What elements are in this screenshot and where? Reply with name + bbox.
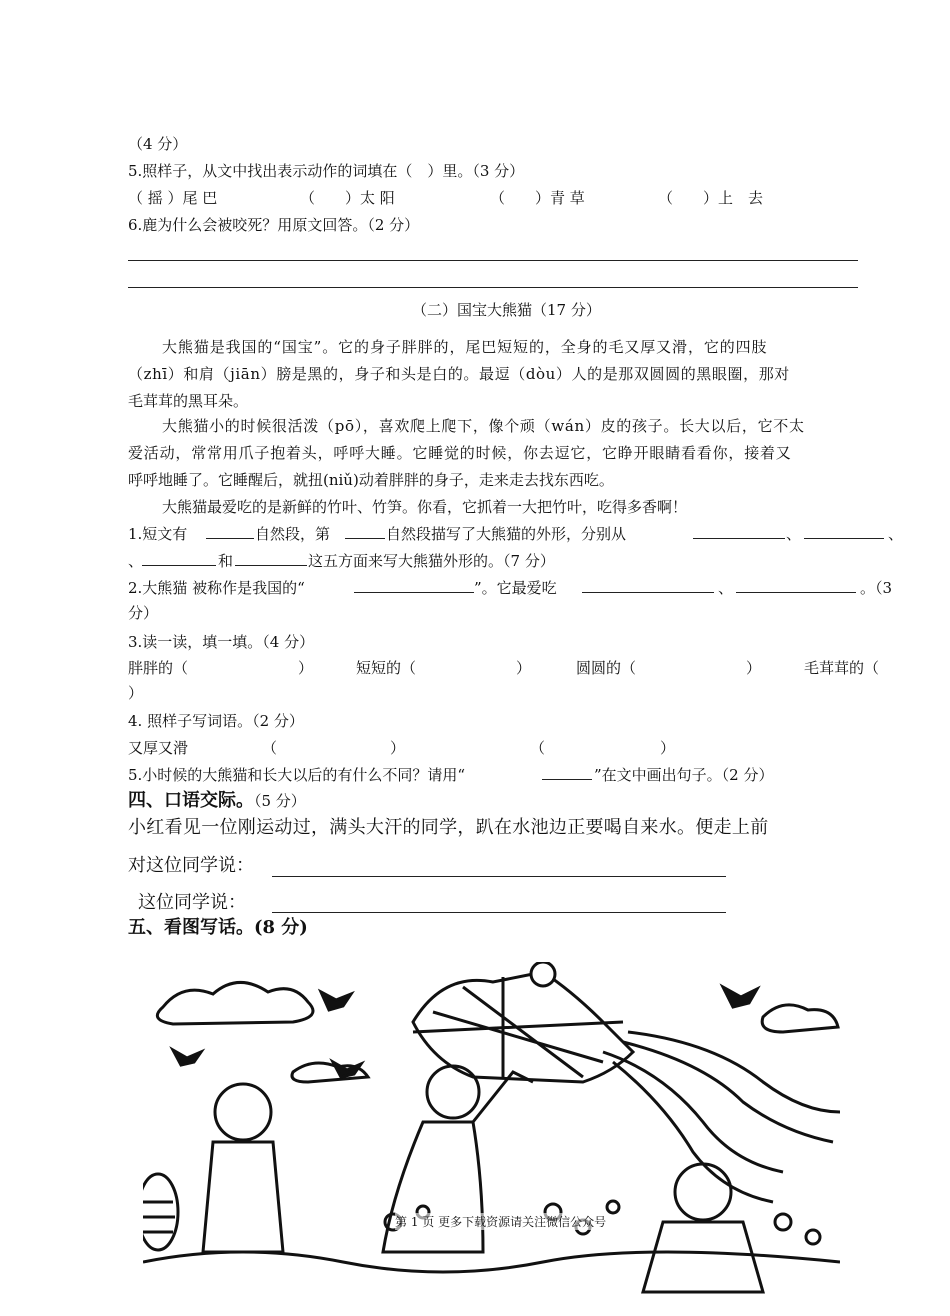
say-line-1 — [128, 856, 254, 876]
passage-line: （zhī）和肩（jiān）膀是黑的，身子和头是白的。最逗（dòu）人的是那双圆圆的黑眼圈，那对 — [128, 365, 790, 383]
text: 圆圆的（ — [576, 659, 637, 677]
passage-line: 呼呼地睡了。它睡醒后，就扭(niǔ)动着胖胖的身子，走来走去找东西吃。 — [128, 471, 614, 489]
blank[interactable] — [582, 578, 714, 593]
text: 。（3 — [860, 579, 893, 597]
text: 这五方面来写大熊猫外形的。（7 分） — [308, 552, 555, 570]
child-head — [427, 1066, 479, 1118]
child — [383, 1122, 483, 1252]
section-4-score: （5 分） — [254, 792, 306, 810]
blank[interactable] — [235, 551, 307, 566]
text: 、 — [718, 579, 734, 597]
bird — [173, 1050, 201, 1065]
blank[interactable] — [345, 524, 385, 539]
cloud — [157, 982, 313, 1024]
text: （ — [262, 739, 278, 757]
blank[interactable] — [693, 524, 785, 539]
text: 1.短文有 — [128, 525, 188, 543]
text: 短短的（ — [356, 659, 417, 677]
say-label: 这位同学说： — [138, 892, 246, 913]
blank[interactable] — [804, 524, 884, 539]
p2-question-3-items — [128, 658, 903, 702]
blank[interactable] — [354, 578, 474, 593]
text: ） — [128, 684, 144, 702]
p2-question-3-prompt: 3.读一读，填一填。（4 分） — [128, 633, 315, 651]
text: ） — [516, 659, 532, 677]
p2-question-1 — [128, 524, 903, 568]
child — [203, 1142, 283, 1252]
p2-question-4-prompt: 4. 照样子写词语。（2 分） — [128, 712, 304, 730]
text: ） — [390, 739, 406, 757]
p2-question-2 — [128, 578, 903, 622]
section-4-heading — [128, 791, 306, 811]
example-word: 又厚又滑 — [128, 739, 189, 757]
bird — [321, 992, 351, 1010]
say-label: 对这位同学说： — [128, 855, 254, 876]
text: ”在文中画出句子。（2 分） — [594, 766, 774, 784]
section-5-title: 五、看图写话。(8 分) — [128, 917, 308, 938]
answer-line[interactable] — [272, 876, 726, 877]
q5-prompt: 5.照样子，从文中找出表示动作的词填在（ ）里。（3 分） — [128, 162, 525, 180]
blank[interactable] — [142, 551, 216, 566]
text: 分） — [128, 604, 159, 622]
blank[interactable] — [542, 765, 592, 780]
text: 和 — [218, 552, 234, 570]
blank[interactable] — [736, 578, 856, 593]
page-footer: 第 1 页 更多下载资源请关注微信公众号 — [395, 1215, 607, 1229]
passage-line: 毛茸茸的黑耳朵。 — [128, 392, 249, 410]
section-4-text: 小红看见一位刚运动过，满头大汗的同学，趴在水池边正要喝自来水。便走上前 — [128, 817, 769, 838]
passage-line: 大熊猫是我国的“国宝”。它的身子胖胖的，尾巴短短的，全身的毛又厚又滑，它的四肢 — [162, 338, 768, 356]
passage-line: 大熊猫最爱吃的是新鲜的竹叶、竹笋。你看，它抓着一大把竹叶，吃得多香啊！ — [162, 498, 688, 516]
text: ） — [746, 659, 762, 677]
text: 2.大熊猫 被称作是我国的“ — [128, 579, 305, 597]
text: ） — [660, 739, 676, 757]
text: 、 — [128, 552, 144, 570]
q5-item: （ ）青 草 — [490, 189, 585, 207]
text: 毛茸茸的（ — [804, 659, 880, 677]
q4-score: （4 分） — [128, 135, 188, 153]
answer-line[interactable] — [128, 287, 858, 288]
passage-title: （二）国宝大熊猫（17 分） — [412, 301, 601, 319]
blank[interactable] — [206, 524, 254, 539]
text: ”。它最爱吃 — [474, 579, 557, 597]
q5-item: （ ）太 阳 — [300, 189, 395, 207]
passage-line: 大熊猫小的时候很活泼（pō），喜欢爬上爬下，像个顽（wán）皮的孩子。长大以后，它不太 — [162, 417, 805, 435]
bird — [723, 987, 757, 1007]
answer-line[interactable] — [272, 912, 726, 913]
cloud — [762, 1005, 838, 1032]
text: 自然段，第 — [255, 525, 331, 543]
text: 、 — [888, 525, 904, 543]
child-head — [215, 1084, 271, 1140]
text: （ — [530, 739, 546, 757]
text: 胖胖的（ — [128, 659, 189, 677]
answer-line[interactable] — [128, 260, 858, 261]
child-head — [675, 1164, 731, 1220]
say-line-2 — [138, 893, 246, 913]
kite-illustration — [143, 962, 840, 1308]
passage-line: 爱活动，常常用爪子抱着头，呼呼大睡。它睡觉的时候，你去逗它，它睁开眼睛看看你，接着又 — [128, 444, 792, 462]
text: 5.小时候的大熊猫和长大以后的有什么不同？请用“ — [128, 766, 465, 784]
text: 自然段描写了大熊猫的外形，分别从 — [386, 525, 627, 543]
q5-item: （ 摇 ）尾 巴 — [128, 189, 218, 207]
child — [643, 1222, 763, 1292]
q6-prompt: 6.鹿为什么会被咬死？用原文回答。（2 分） — [128, 216, 420, 234]
text: ） — [298, 659, 314, 677]
text: 、 — [786, 525, 802, 543]
q5-item: （ ）上 去 — [658, 189, 764, 207]
section-4-title: 四、口语交际。 — [128, 790, 254, 811]
